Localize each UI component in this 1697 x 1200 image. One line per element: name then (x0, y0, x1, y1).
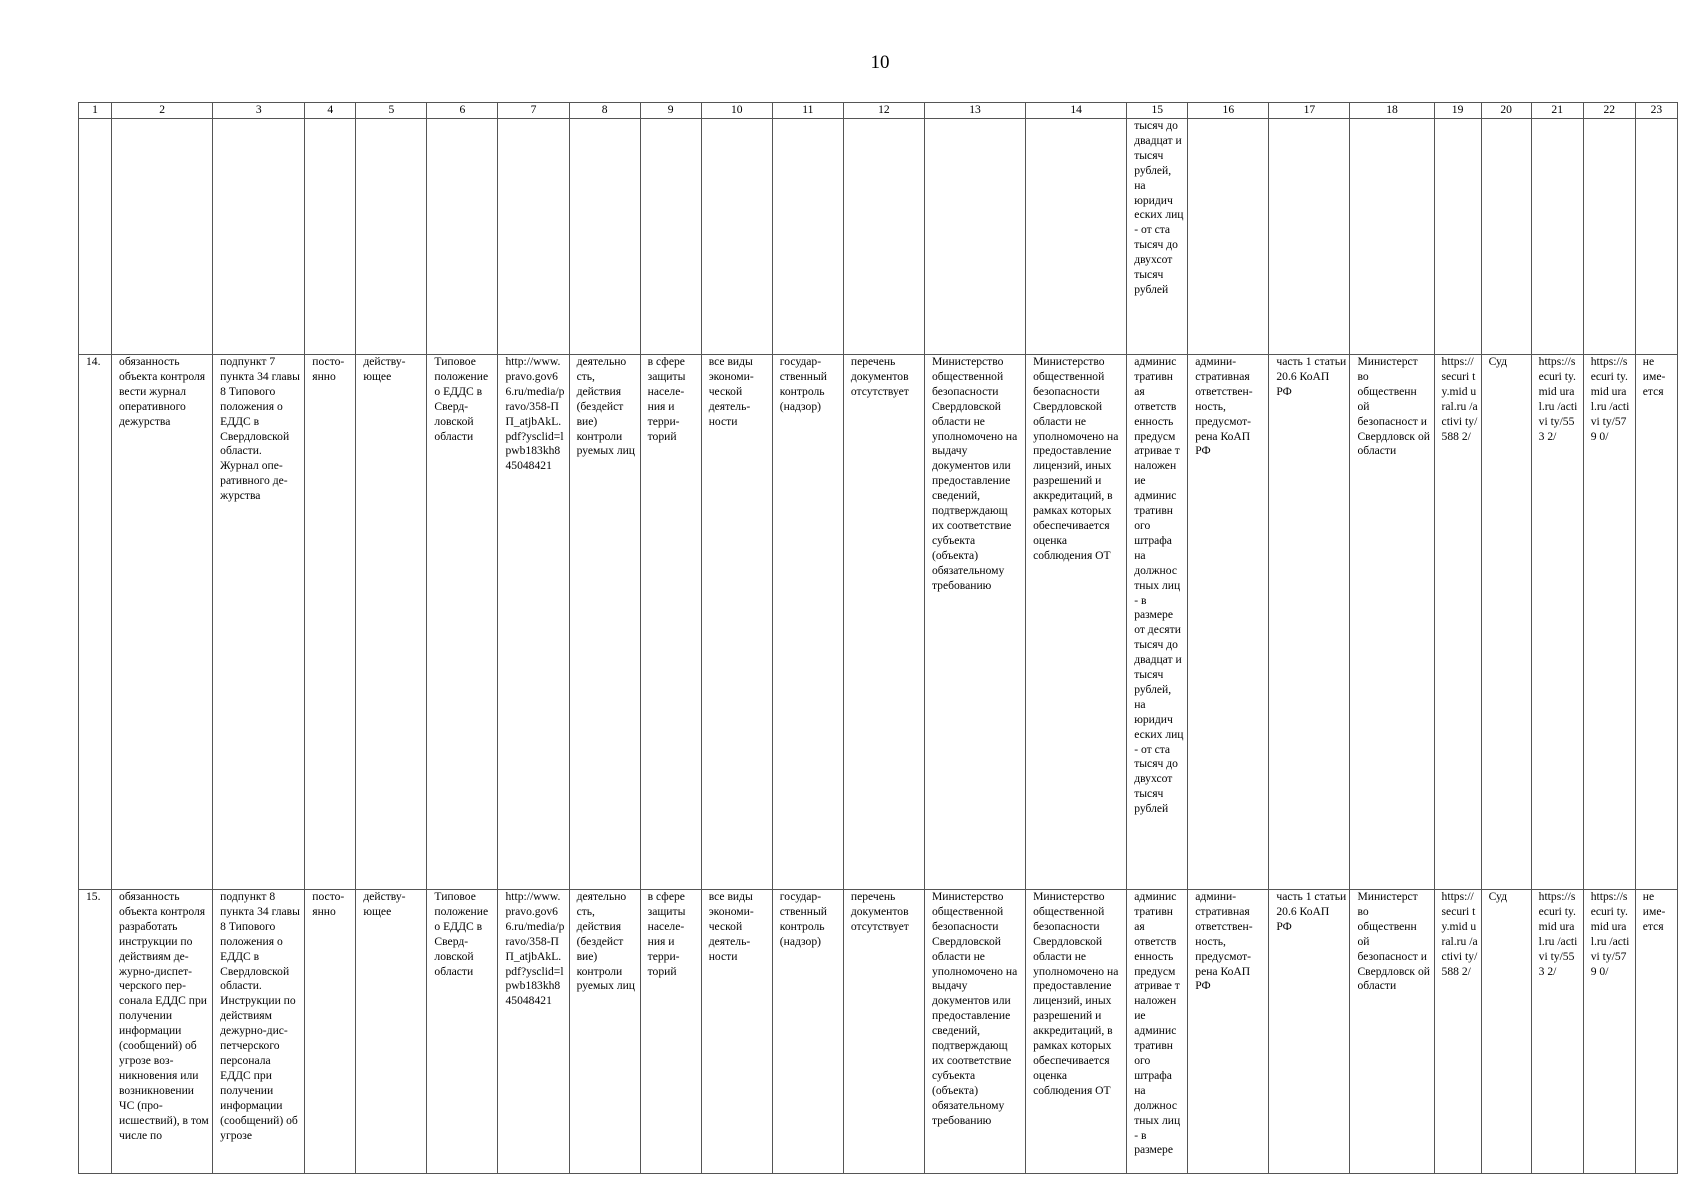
authority-permits-cell: Министерство общественной безопасности Свердловской области не уполномочено на предоставление лицензий, иных разрешений и аккредитаций, в рамках которых обеспечивается оценка соблюдения ОТ (1026, 890, 1127, 1174)
column-number: 16 (1188, 103, 1269, 119)
column-number: 2 (112, 103, 213, 119)
authority-docs-cell: Министерство общественной безопасности Свердловской области не уполномочено на выдачу документов или предоставление сведений, подтверждающ их соответствие субъекта (объекта) обязательному требованию (924, 890, 1025, 1174)
court-cell: Суд (1481, 355, 1531, 890)
link-cell: https://securi ty.mid ural.ru /activi ty/553 2/ (1531, 355, 1583, 890)
column-number: 6 (427, 103, 498, 119)
link-cell: https://securi ty.mid ural.ru /activi ty/588 2/ (1434, 355, 1481, 890)
row-number: 14. (79, 355, 112, 890)
column-number-row (79, 103, 1678, 119)
liability-type-cell: административная ответственность, предусмотрена КоАП РФ (1188, 890, 1269, 1174)
obligation-cell: обязанность объекта контроля разработать инструкции по действиям дежурно-диспетчерского персонала ЕДДС при получении информации (сообщений) об угрозе возникновения или возникновении ЧС (происшествий), в том числе по (112, 890, 213, 1174)
object-cell: деятельно сть, действия (бездейст вие) контроли руемых лиц (569, 355, 640, 890)
period-cell: постоянно (305, 355, 356, 890)
liability-text-cell: админис тративн ая ответств енность предусм атривае т наложен ие админис тративн ого штрафа на должнос тных лиц - в размере (1127, 890, 1188, 1174)
liability-type-cell: административная ответственность, предусмотрена КоАП РФ (1188, 355, 1269, 890)
activity-cell: все виды экономической деятельности (701, 890, 772, 1174)
column-number: 3 (213, 103, 305, 119)
column-number: 21 (1531, 103, 1583, 119)
link-cell: https://securi ty.mid ural.ru /activi ty/579 0/ (1583, 890, 1635, 1174)
liability-text-cell: тысяч до двадцат и тысяч рублей, на юридич еских лиц - от ста тысяч до двухсот тысяч рублей (1127, 119, 1188, 355)
docs-cell: перечень документов отсутствует (843, 355, 924, 890)
sphere-cell: в сфере защиты населения и территорий (640, 355, 701, 890)
column-number: 23 (1635, 103, 1677, 119)
column-number: 19 (1434, 103, 1481, 119)
act-link-cell: http://www.pravo.gov66.ru/media/pravo/358-ПП_atjbAkL.pdf?ysclid=lpwb183kh845048421 (498, 355, 569, 890)
column-number: 8 (569, 103, 640, 119)
note-cell: не имеется (1635, 890, 1677, 1174)
table-row (79, 355, 1678, 890)
column-number: 14 (1026, 103, 1127, 119)
control-cell: государственный контроль (надзор) (772, 890, 843, 1174)
column-number: 12 (843, 103, 924, 119)
column-number: 9 (640, 103, 701, 119)
act-cell: Типовое положение о ЕДДС в Свердловской области (427, 355, 498, 890)
act-cell: Типовое положение о ЕДДС в Свердловской области (427, 890, 498, 1174)
column-number: 1 (79, 103, 112, 119)
article-cell: часть 1 статьи 20.6 КоАП РФ (1269, 355, 1350, 890)
liability-text-cell: админис тративн ая ответств енность предусм атривае т наложен ие админис тративн ого штрафа на должнос тных лиц - в размере от десяти тысяч до двадцат и тысяч рублей, на юридич еских лиц - от ста тысяч до двухсот тысяч рублей (1127, 355, 1188, 890)
ministry-cell: Министерст во общественн ой безопасност и Свердловск ой области (1350, 890, 1434, 1174)
column-number: 7 (498, 103, 569, 119)
column-number: 20 (1481, 103, 1531, 119)
column-number: 11 (772, 103, 843, 119)
column-number: 4 (305, 103, 356, 119)
column-number: 15 (1127, 103, 1188, 119)
page-number: 10 (870, 52, 890, 73)
source-cell: подпункт 8 пункта 34 главы 8 Типового положения о ЕДДС в Свердловской области. Инструкции по действиям дежурно-диспетчерского персонала ЕДДС при получении информации (сообщений) об угрозе (213, 890, 305, 1174)
court-cell: Суд (1481, 890, 1531, 1174)
continuation-row (79, 119, 1678, 355)
link-cell: https://securi ty.mid ural.ru /activi ty/579 0/ (1583, 355, 1635, 890)
ministry-cell: Министерст во общественн ой безопасност и Свердловск ой области (1350, 355, 1434, 890)
link-cell: https://securi ty.mid ural.ru /activi ty/588 2/ (1434, 890, 1481, 1174)
object-cell: деятельно сть, действия (бездейст вие) контроли руемых лиц (569, 890, 640, 1174)
table-row (79, 890, 1678, 1174)
activity-cell: все виды экономической деятельности (701, 355, 772, 890)
column-number: 10 (701, 103, 772, 119)
act-link-cell: http://www.pravo.gov66.ru/media/pravo/358-ПП_atjbAkL.pdf?ysclid=lpwb183kh845048421 (498, 890, 569, 1174)
period-cell: постоянно (305, 890, 356, 1174)
sphere-cell: в сфере защиты населения и территорий (640, 890, 701, 1174)
note-cell: не имеется (1635, 355, 1677, 890)
article-cell: часть 1 статьи 20.6 КоАП РФ (1269, 890, 1350, 1174)
docs-cell: перечень документов отсутствует (843, 890, 924, 1174)
column-number: 5 (356, 103, 427, 119)
column-number: 13 (924, 103, 1025, 119)
link-cell: https://securi ty.mid ural.ru /activi ty/553 2/ (1531, 890, 1583, 1174)
status-cell: действующее (356, 355, 427, 890)
authority-permits-cell: Министерство общественной безопасности Свердловской области не уполномочено на предоставление лицензий, иных разрешений и аккредитаций, в рамках которых обеспечивается оценка соблюдения ОТ (1026, 355, 1127, 890)
control-cell: государственный контроль (надзор) (772, 355, 843, 890)
source-cell: подпункт 7 пункта 34 главы 8 Типового положения о ЕДДС в Свердловской области. Журнал оперативного дежурства (213, 355, 305, 890)
authority-docs-cell: Министерство общественной безопасности Свердловской области не уполномочено на выдачу документов или предоставление сведений, подтверждающ их соответствие субъекта (объекта) обязательному требованию (924, 355, 1025, 890)
requirements-table (78, 102, 1678, 1174)
status-cell: действующее (356, 890, 427, 1174)
obligation-cell: обязанность объекта контроля вести журнал оперативного дежурства (112, 355, 213, 890)
column-number: 17 (1269, 103, 1350, 119)
column-number: 18 (1350, 103, 1434, 119)
row-number: 15. (79, 890, 112, 1174)
column-number: 22 (1583, 103, 1635, 119)
